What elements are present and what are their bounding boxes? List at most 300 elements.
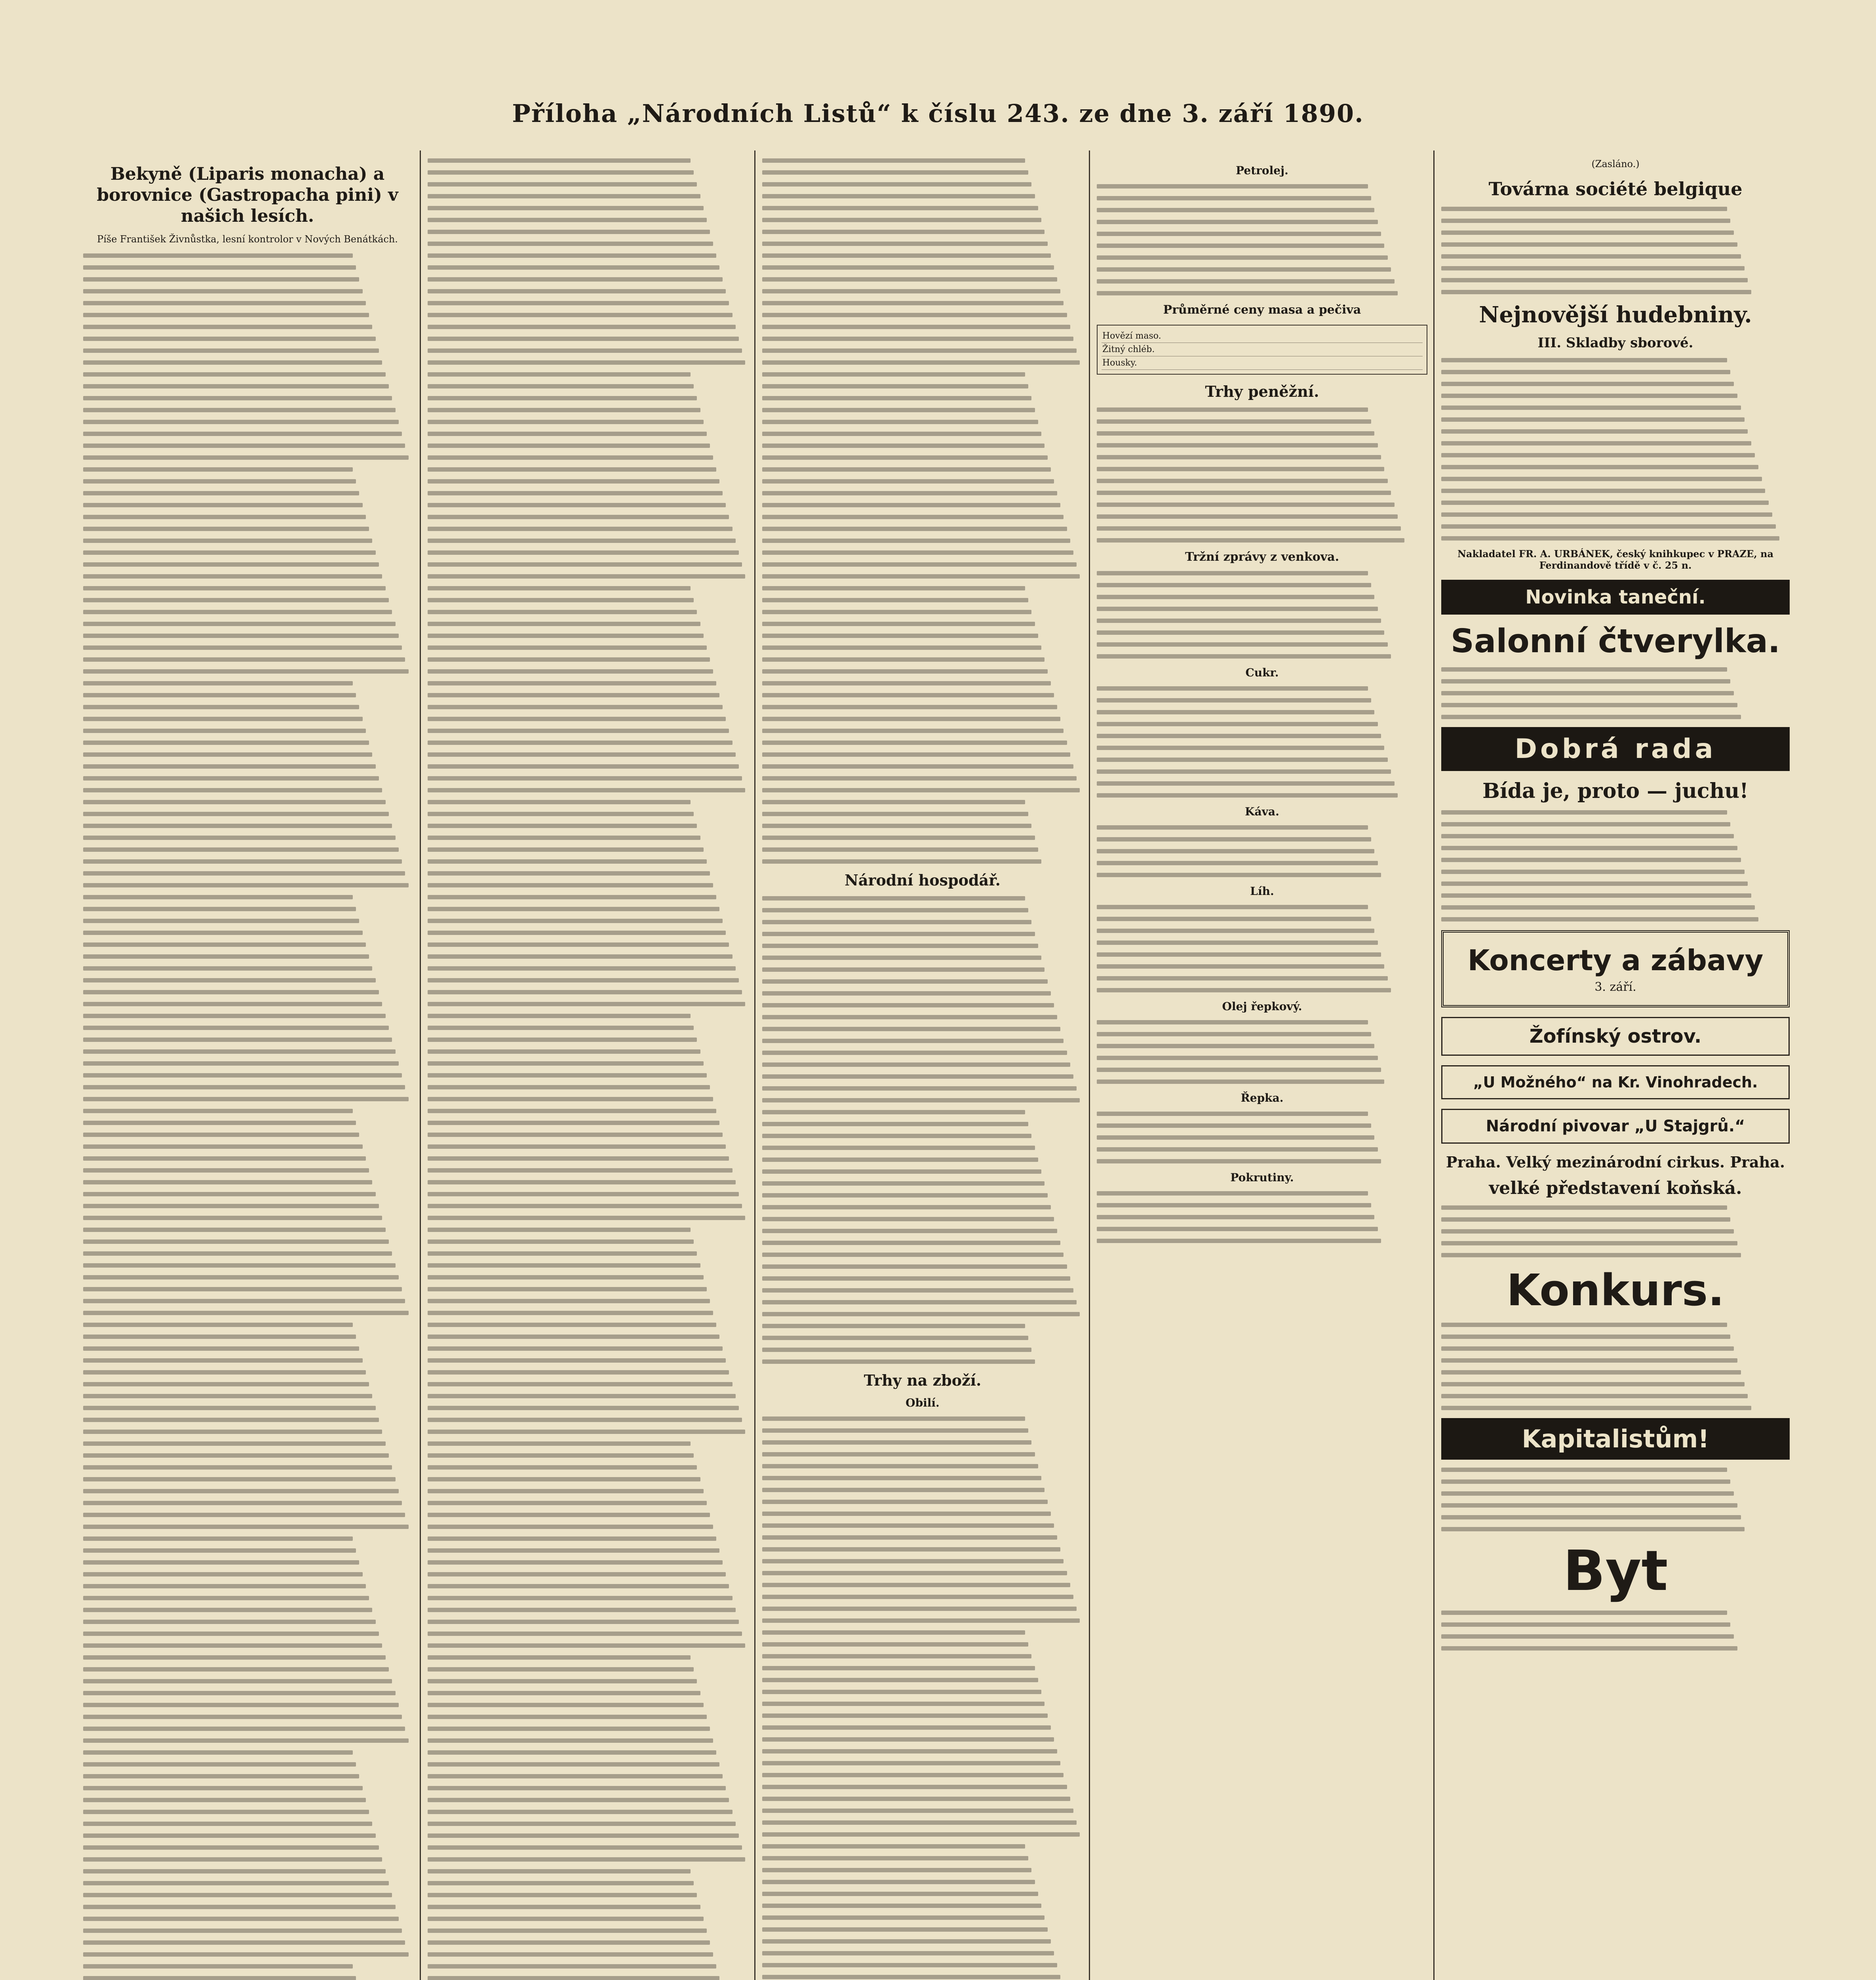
text-line (1441, 406, 1741, 410)
subheading-petrolej: Petrolej. (1236, 164, 1288, 177)
text-line (1097, 1068, 1381, 1072)
text-line (83, 681, 353, 685)
text-line (83, 444, 405, 448)
text-line (1097, 419, 1371, 424)
text-line (428, 1299, 710, 1303)
text-line (428, 206, 704, 210)
table-row (1102, 356, 1423, 370)
text-line (1441, 290, 1751, 294)
text-line (762, 527, 1067, 531)
text-line (1441, 679, 1730, 683)
text-line (428, 1786, 726, 1790)
text-line (1097, 917, 1371, 921)
text-line (762, 467, 1051, 472)
text-line (762, 574, 1080, 579)
market-body (1097, 1112, 1427, 1163)
ad-skladby-body (1441, 358, 1790, 541)
text-line (83, 479, 356, 484)
text-line (762, 1868, 1031, 1872)
text-line (1097, 607, 1378, 611)
text-line (83, 1014, 386, 1018)
text-line (762, 265, 1054, 270)
text-line (83, 990, 379, 994)
text-line (1097, 793, 1398, 798)
text-line (428, 301, 729, 305)
text-line (428, 729, 729, 733)
text-line (762, 218, 1041, 222)
text-line (762, 550, 1073, 555)
text-line (762, 1927, 1048, 1932)
text-line (428, 1655, 691, 1660)
text-line (83, 1643, 382, 1648)
text-line (762, 1773, 1064, 1777)
text-line (83, 515, 366, 519)
text-line (762, 944, 1038, 948)
ad-mozneho-box (1441, 1065, 1790, 1099)
ad-kapitalistum-body (1441, 1468, 1790, 1531)
text-line (1441, 1515, 1741, 1519)
text-line (83, 1109, 353, 1113)
text-line (762, 1535, 1057, 1540)
text-line (762, 1348, 1031, 1352)
text-line (1441, 370, 1730, 374)
text-line (83, 562, 379, 567)
text-line (762, 764, 1073, 769)
text-line (83, 883, 409, 887)
text-line (83, 348, 379, 353)
text-line (428, 1632, 742, 1636)
text-line (1097, 746, 1384, 750)
text-line (1097, 976, 1388, 980)
text-line (428, 1311, 713, 1315)
ad-narodni-pivovar-heading: Národní pivovar „U Stajgrů.“ (1486, 1117, 1745, 1135)
text-line (428, 657, 710, 662)
article-body-continued (428, 158, 748, 1980)
text-line (428, 741, 733, 745)
text-line (83, 1655, 386, 1660)
text-line (762, 669, 1048, 674)
text-line (1441, 1468, 1727, 1472)
text-line (83, 919, 359, 923)
text-line (1441, 429, 1748, 434)
text-line (1097, 964, 1384, 969)
text-line (83, 1632, 379, 1636)
text-line (1097, 1020, 1368, 1024)
text-line (428, 1560, 723, 1565)
column-4 (1097, 158, 1427, 1980)
text-line (762, 1500, 1048, 1504)
text-line (428, 1061, 704, 1066)
text-line (83, 1738, 409, 1743)
subheading-repka: Řepka. (1241, 1091, 1284, 1104)
text-line (762, 1654, 1031, 1658)
ad-konkurs-heading: Konkurs. (1506, 1265, 1725, 1316)
text-line (762, 1039, 1064, 1043)
text-line (762, 1241, 1060, 1245)
text-line (83, 1940, 405, 1945)
text-line (762, 920, 1031, 924)
text-line (428, 1335, 719, 1339)
text-line (762, 1844, 1025, 1849)
text-line (428, 1370, 729, 1375)
text-line (83, 408, 396, 412)
text-line (83, 289, 363, 293)
text-line (1441, 524, 1776, 529)
text-line (762, 1678, 1038, 1682)
text-line (428, 1857, 745, 1862)
text-line (83, 847, 399, 852)
article-body (83, 253, 412, 1980)
text-line (1441, 278, 1748, 282)
text-line (83, 396, 392, 400)
text-line (762, 1904, 1041, 1908)
text-line (83, 337, 376, 341)
text-line (1097, 642, 1388, 647)
text-line (1097, 467, 1384, 471)
text-line (762, 800, 1025, 804)
text-line (762, 1062, 1070, 1067)
text-line (428, 1703, 704, 1707)
text-line (1097, 479, 1388, 483)
text-line (428, 242, 713, 246)
subheading-prumerne-ceny: Průměrné ceny masa a pečiva (1163, 303, 1361, 317)
text-line (428, 883, 713, 887)
text-line (83, 1406, 376, 1410)
text-line (1097, 208, 1374, 212)
page-title: Příloha „Národních Listů“ k číslu 243. ze dne 3. září 1890. (512, 99, 1364, 128)
text-line (762, 1015, 1057, 1019)
text-line (762, 289, 1060, 293)
subheading-lih: Líh. (1250, 885, 1274, 898)
text-line (1441, 219, 1730, 223)
text-line (1441, 858, 1741, 862)
ad-zofinsky-box (1441, 1017, 1790, 1056)
text-line (762, 1086, 1077, 1091)
text-line (428, 645, 707, 650)
text-line (1441, 1335, 1730, 1339)
text-line (83, 574, 382, 579)
text-line (428, 1584, 729, 1588)
text-line (762, 812, 1028, 816)
text-line (1097, 769, 1391, 774)
text-line (83, 384, 389, 388)
text-line (428, 1762, 719, 1767)
text-line (83, 610, 392, 614)
text-line (83, 907, 356, 911)
text-line (762, 1666, 1035, 1670)
text-line (428, 1121, 719, 1125)
text-line (83, 1299, 405, 1303)
text-line (1097, 455, 1381, 459)
text-line (762, 1523, 1054, 1528)
text-line (428, 752, 736, 757)
text-line (762, 1939, 1051, 1944)
text-line (1441, 501, 1769, 505)
text-line (762, 1098, 1080, 1102)
text-line (83, 1976, 356, 1980)
text-line (83, 1762, 356, 1767)
text-line (428, 669, 713, 674)
text-line (83, 1964, 353, 1969)
text-line (83, 1715, 402, 1719)
text-line (762, 1690, 1041, 1694)
subheading-kava: Káva. (1245, 805, 1279, 818)
text-line (1097, 1112, 1368, 1116)
text-line (428, 253, 716, 258)
text-line (83, 1453, 389, 1458)
text-line (762, 1288, 1073, 1293)
text-line (1097, 595, 1374, 599)
text-line (428, 1667, 694, 1672)
text-line (762, 776, 1077, 781)
text-line (762, 206, 1038, 210)
text-line (428, 325, 736, 329)
text-line (762, 1440, 1031, 1445)
text-line (428, 990, 742, 994)
text-line (1441, 1527, 1745, 1531)
text-line (1441, 703, 1737, 707)
text-line (83, 1917, 399, 1921)
text-line (428, 764, 739, 769)
text-line (428, 586, 691, 590)
ad-urbanek: Nakladatel FR. A. URBÁNEK, český knihkupec v PRAZE, na Ferdinandově třídě v č. 25 n. (1457, 548, 1774, 571)
text-line (428, 384, 694, 388)
text-line (83, 1133, 359, 1137)
text-line (762, 337, 1073, 341)
text-line (762, 908, 1028, 912)
text-line (83, 1929, 402, 1933)
economy-body (762, 896, 1083, 1364)
text-line (83, 1049, 396, 1054)
text-line (1097, 758, 1388, 762)
text-line (762, 1276, 1070, 1281)
subheading-pokrutiny: Pokrutiny. (1230, 1171, 1294, 1184)
text-line (83, 788, 382, 792)
market-body (1097, 686, 1427, 798)
text-line (428, 1727, 710, 1731)
text-line (83, 836, 396, 840)
text-line (83, 942, 366, 947)
text-line (762, 325, 1070, 329)
text-line (1441, 846, 1737, 850)
text-line (83, 1228, 386, 1232)
ad-skladby-subheading: III. Skladby sborové. (1537, 335, 1693, 351)
column-divider (1433, 150, 1435, 1980)
text-line (428, 1239, 694, 1244)
text-line (1441, 242, 1737, 247)
column-divider (754, 150, 755, 1980)
text-line (762, 253, 1051, 258)
text-line (428, 1418, 742, 1422)
text-line (762, 896, 1025, 901)
text-line (1441, 266, 1745, 270)
text-line (1441, 870, 1745, 874)
text-line (1097, 571, 1368, 575)
text-line (83, 1382, 369, 1386)
text-line (1441, 893, 1751, 898)
text-line (762, 1559, 1064, 1563)
text-line (762, 645, 1041, 650)
text-line (1097, 1227, 1378, 1231)
text-line (1097, 538, 1404, 543)
text-line (1097, 1079, 1384, 1084)
text-line (83, 1560, 359, 1565)
money-market-body (1097, 407, 1427, 543)
text-line (428, 1430, 745, 1434)
text-line (1441, 1382, 1745, 1386)
text-line (428, 313, 733, 317)
text-line (428, 954, 733, 959)
market-body (762, 1416, 1083, 1980)
text-line (1097, 849, 1374, 853)
text-line (83, 824, 392, 828)
text-line (83, 420, 399, 424)
ad-salonni-body (1441, 667, 1790, 719)
text-line (428, 1263, 700, 1268)
text-line (83, 859, 402, 864)
text-line (762, 956, 1041, 960)
text-line (428, 1822, 736, 1826)
text-line (428, 1643, 745, 1648)
ad-bida-heading: Bída je, proto — juchu! (1482, 779, 1749, 803)
text-line (428, 1798, 729, 1802)
text-line (83, 265, 356, 270)
text-line (762, 1547, 1060, 1552)
text-line (1441, 536, 1779, 541)
ad-predstaveni-heading: velké představení koňská. (1489, 1178, 1742, 1198)
text-line (428, 717, 726, 721)
text-line (762, 1488, 1045, 1492)
text-line (83, 1311, 409, 1315)
text-line (1097, 952, 1381, 957)
text-line (762, 1264, 1067, 1269)
text-line (1441, 512, 1772, 517)
text-line (83, 467, 353, 472)
text-line (1097, 1215, 1374, 1219)
text-line (428, 1548, 719, 1553)
text-line (428, 1382, 733, 1386)
text-line (83, 1548, 356, 1553)
subheading-trzni-zpravy: Tržní zprávy z venkova. (1185, 550, 1339, 564)
text-line (428, 895, 716, 899)
text-line (83, 491, 359, 495)
text-line (83, 1774, 359, 1778)
text-line (428, 158, 691, 163)
text-line (762, 788, 1080, 792)
text-line (428, 1406, 739, 1410)
table-cell: Housky. (1102, 358, 1137, 368)
text-line (762, 301, 1064, 305)
text-line (1097, 526, 1401, 531)
text-line (762, 194, 1035, 198)
text-line (428, 1917, 704, 1921)
text-line (428, 562, 742, 567)
text-line (762, 277, 1057, 282)
text-line (83, 301, 366, 305)
text-line (1097, 698, 1371, 703)
text-line (428, 265, 719, 270)
article-body-continued (762, 158, 1083, 864)
text-line (762, 1146, 1035, 1150)
text-line (762, 1051, 1067, 1055)
text-line (83, 657, 405, 662)
text-line (1441, 691, 1734, 695)
text-line (1441, 1491, 1734, 1496)
article-byline: Píše František Živnůstka, lesní kontrolor v Nových Benátkách. (97, 234, 398, 245)
text-line (428, 360, 745, 365)
market-body (1097, 825, 1427, 877)
text-line (1097, 443, 1378, 447)
text-line (1097, 503, 1395, 507)
text-line (1441, 1346, 1734, 1351)
text-line (83, 1358, 363, 1363)
text-line (83, 527, 369, 531)
text-line (762, 170, 1028, 175)
text-line (83, 1430, 382, 1434)
text-line (1441, 358, 1727, 362)
text-line (762, 741, 1067, 745)
text-line (1097, 1239, 1381, 1243)
text-line (1441, 453, 1755, 457)
ad-tovarna-heading: Továrna société belgique (1488, 178, 1743, 200)
text-line (428, 1073, 707, 1078)
text-line (1441, 1205, 1727, 1210)
text-line (83, 1073, 402, 1078)
text-line (428, 1109, 716, 1113)
text-line (83, 1620, 376, 1624)
market-body (1097, 571, 1427, 659)
text-line (1097, 825, 1368, 830)
text-line (83, 1323, 353, 1327)
text-line (83, 741, 369, 745)
text-line (83, 1667, 389, 1672)
text-line (762, 752, 1070, 757)
text-line (83, 503, 363, 507)
text-line (762, 717, 1060, 721)
text-line (428, 919, 723, 923)
text-line (428, 372, 691, 377)
text-line (428, 1049, 700, 1054)
text-line (1441, 1406, 1751, 1410)
text-line (83, 432, 402, 436)
text-line (428, 550, 739, 555)
text-line (428, 1346, 723, 1351)
text-line (428, 1738, 713, 1743)
text-line (83, 1121, 356, 1125)
text-line (428, 1608, 736, 1612)
text-line (83, 978, 376, 982)
text-line (762, 182, 1031, 187)
text-line (762, 491, 1057, 495)
text-line (762, 1856, 1028, 1860)
text-line (83, 717, 363, 721)
text-line (1097, 734, 1381, 738)
text-line (1097, 988, 1391, 992)
text-line (1097, 873, 1381, 877)
text-line (83, 1239, 389, 1244)
text-line (428, 824, 697, 828)
text-line (1441, 382, 1734, 386)
text-line (428, 622, 700, 626)
text-line (762, 681, 1051, 685)
text-line (428, 1394, 736, 1398)
text-line (1441, 465, 1758, 469)
text-line (762, 420, 1038, 424)
text-line (762, 455, 1048, 460)
text-line (762, 1880, 1035, 1884)
text-line (83, 1144, 363, 1149)
text-line (762, 1428, 1028, 1433)
